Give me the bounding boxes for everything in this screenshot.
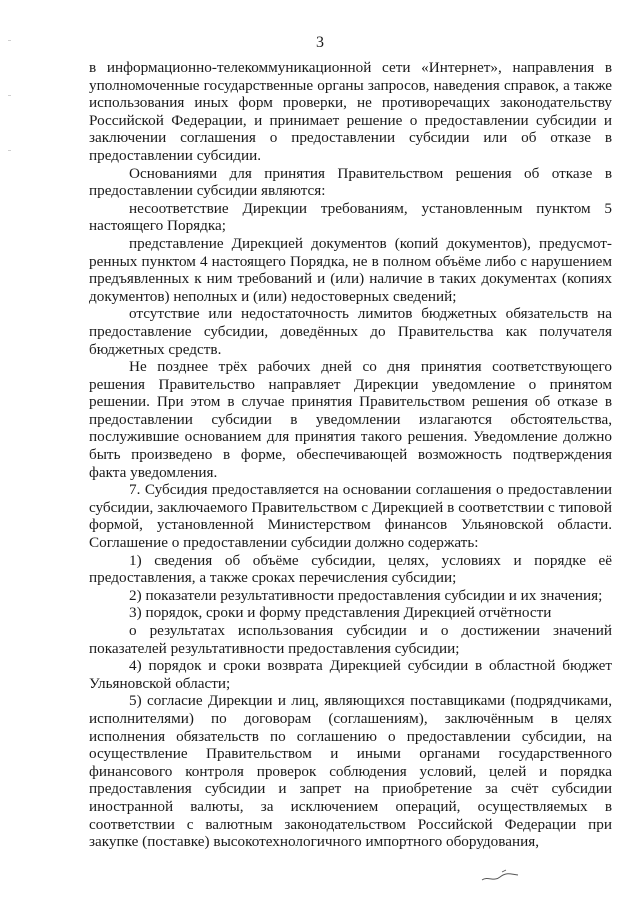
scan-artifact (8, 95, 11, 96)
paragraph: несоответствие Дирекции требованиям, установленным пунктом 5 настоящего Порядка; (89, 199, 612, 235)
paragraph: 2) показатели результативности предоставления субсидии и их значения; (129, 586, 603, 604)
paragraph: представление Дирекцией документов (копий документов), предусмот-ренных пунктом 4 настоящего Порядка, не в полном объёме либо с нарушением предъявленных к ним требований и (или) наличие в таких документах (копиях документов) неполных и (или) недостоверных сведений; (89, 234, 612, 305)
page-number: 3 (316, 34, 324, 51)
paragraph: Не позднее трёх рабочих дней со дня принятия соответствующего решения Правительство направляет Дирекции уведомление о принятом решении. При этом в случае принятия Правительством решения об отказе в предоставлении субсидии в уведомлении излагаются обстоятельства, послужившие основанием для принятия такого решения. Уведомление должно быть произведено в форме, обеспечивающей возможность подтверждения факта уведомления. (89, 358, 612, 481)
paragraph: в информационно-телекоммуникационной сети «Интернет», направления в уполномоченные государственные органы запросов, наведения справок, а также использования иных форм проверки, не противоречащих законодательству Российской Федерации, и принимает решение о предоставлении субсидии и заключении соглашения о предоставлении субсидии или об отказе в предоставлении субсидии. (89, 59, 612, 164)
paragraph: Основаниями для принятия Правительством решения об отказе в предоставлении субсидии являются: (89, 164, 612, 200)
paragraph: 4) порядок и сроки возврата Дирекцией субсидии в областной бюджет Ульяновской области; (89, 657, 612, 692)
paragraph: 3) порядок, сроки и форму представления Дирекцией отчётности (129, 604, 552, 622)
document-body (89, 59, 612, 851)
handwritten-mark-icon (480, 866, 520, 886)
paragraph: о результатах использования субсидии и о достижении значений показателей результативности предоставления субсидии; (89, 622, 612, 657)
paragraph: 7. Субсидия предоставляется на основании соглашения о предоставлении субсидии, заключаемого Правительством с Дирекцией в соответствии с типовой формой, установленной Министерством финансов Ульяновской области. Соглашение о предоставлении субсидии должно содержать: (89, 481, 612, 552)
scan-artifact (8, 40, 11, 41)
paragraph: отсутствие или недостаточность лимитов бюджетных обязательств на предоставление субсидии, доведённых до Правительства как получателя бюджетных средств. (89, 305, 612, 358)
paragraph: 1) сведения об объёме субсидии, целях, условиях и порядке её предоставления, а также сроках перечисления субсидии; (89, 551, 612, 587)
scan-artifact (8, 150, 11, 151)
paragraph: 5) согласие Дирекции и лиц, являющихся поставщиками (подрядчиками, исполнителями) по договорам (соглашениям), заключённым в целях исполнения обязательств по соглашению о предоставлении субсидии, на осуществление Правительством и иными органами государственного финансового контроля проверок соблюдения условий, целей и порядка предоставления субсидии и запрет на приобретение за счёт субсидии иностранной валюты, за исключением операций, осуществляемых в соответствии с валютным законодательством Российской Федерации при закупке (поставке) высокотехнологичного импортного оборудования, (89, 692, 612, 851)
